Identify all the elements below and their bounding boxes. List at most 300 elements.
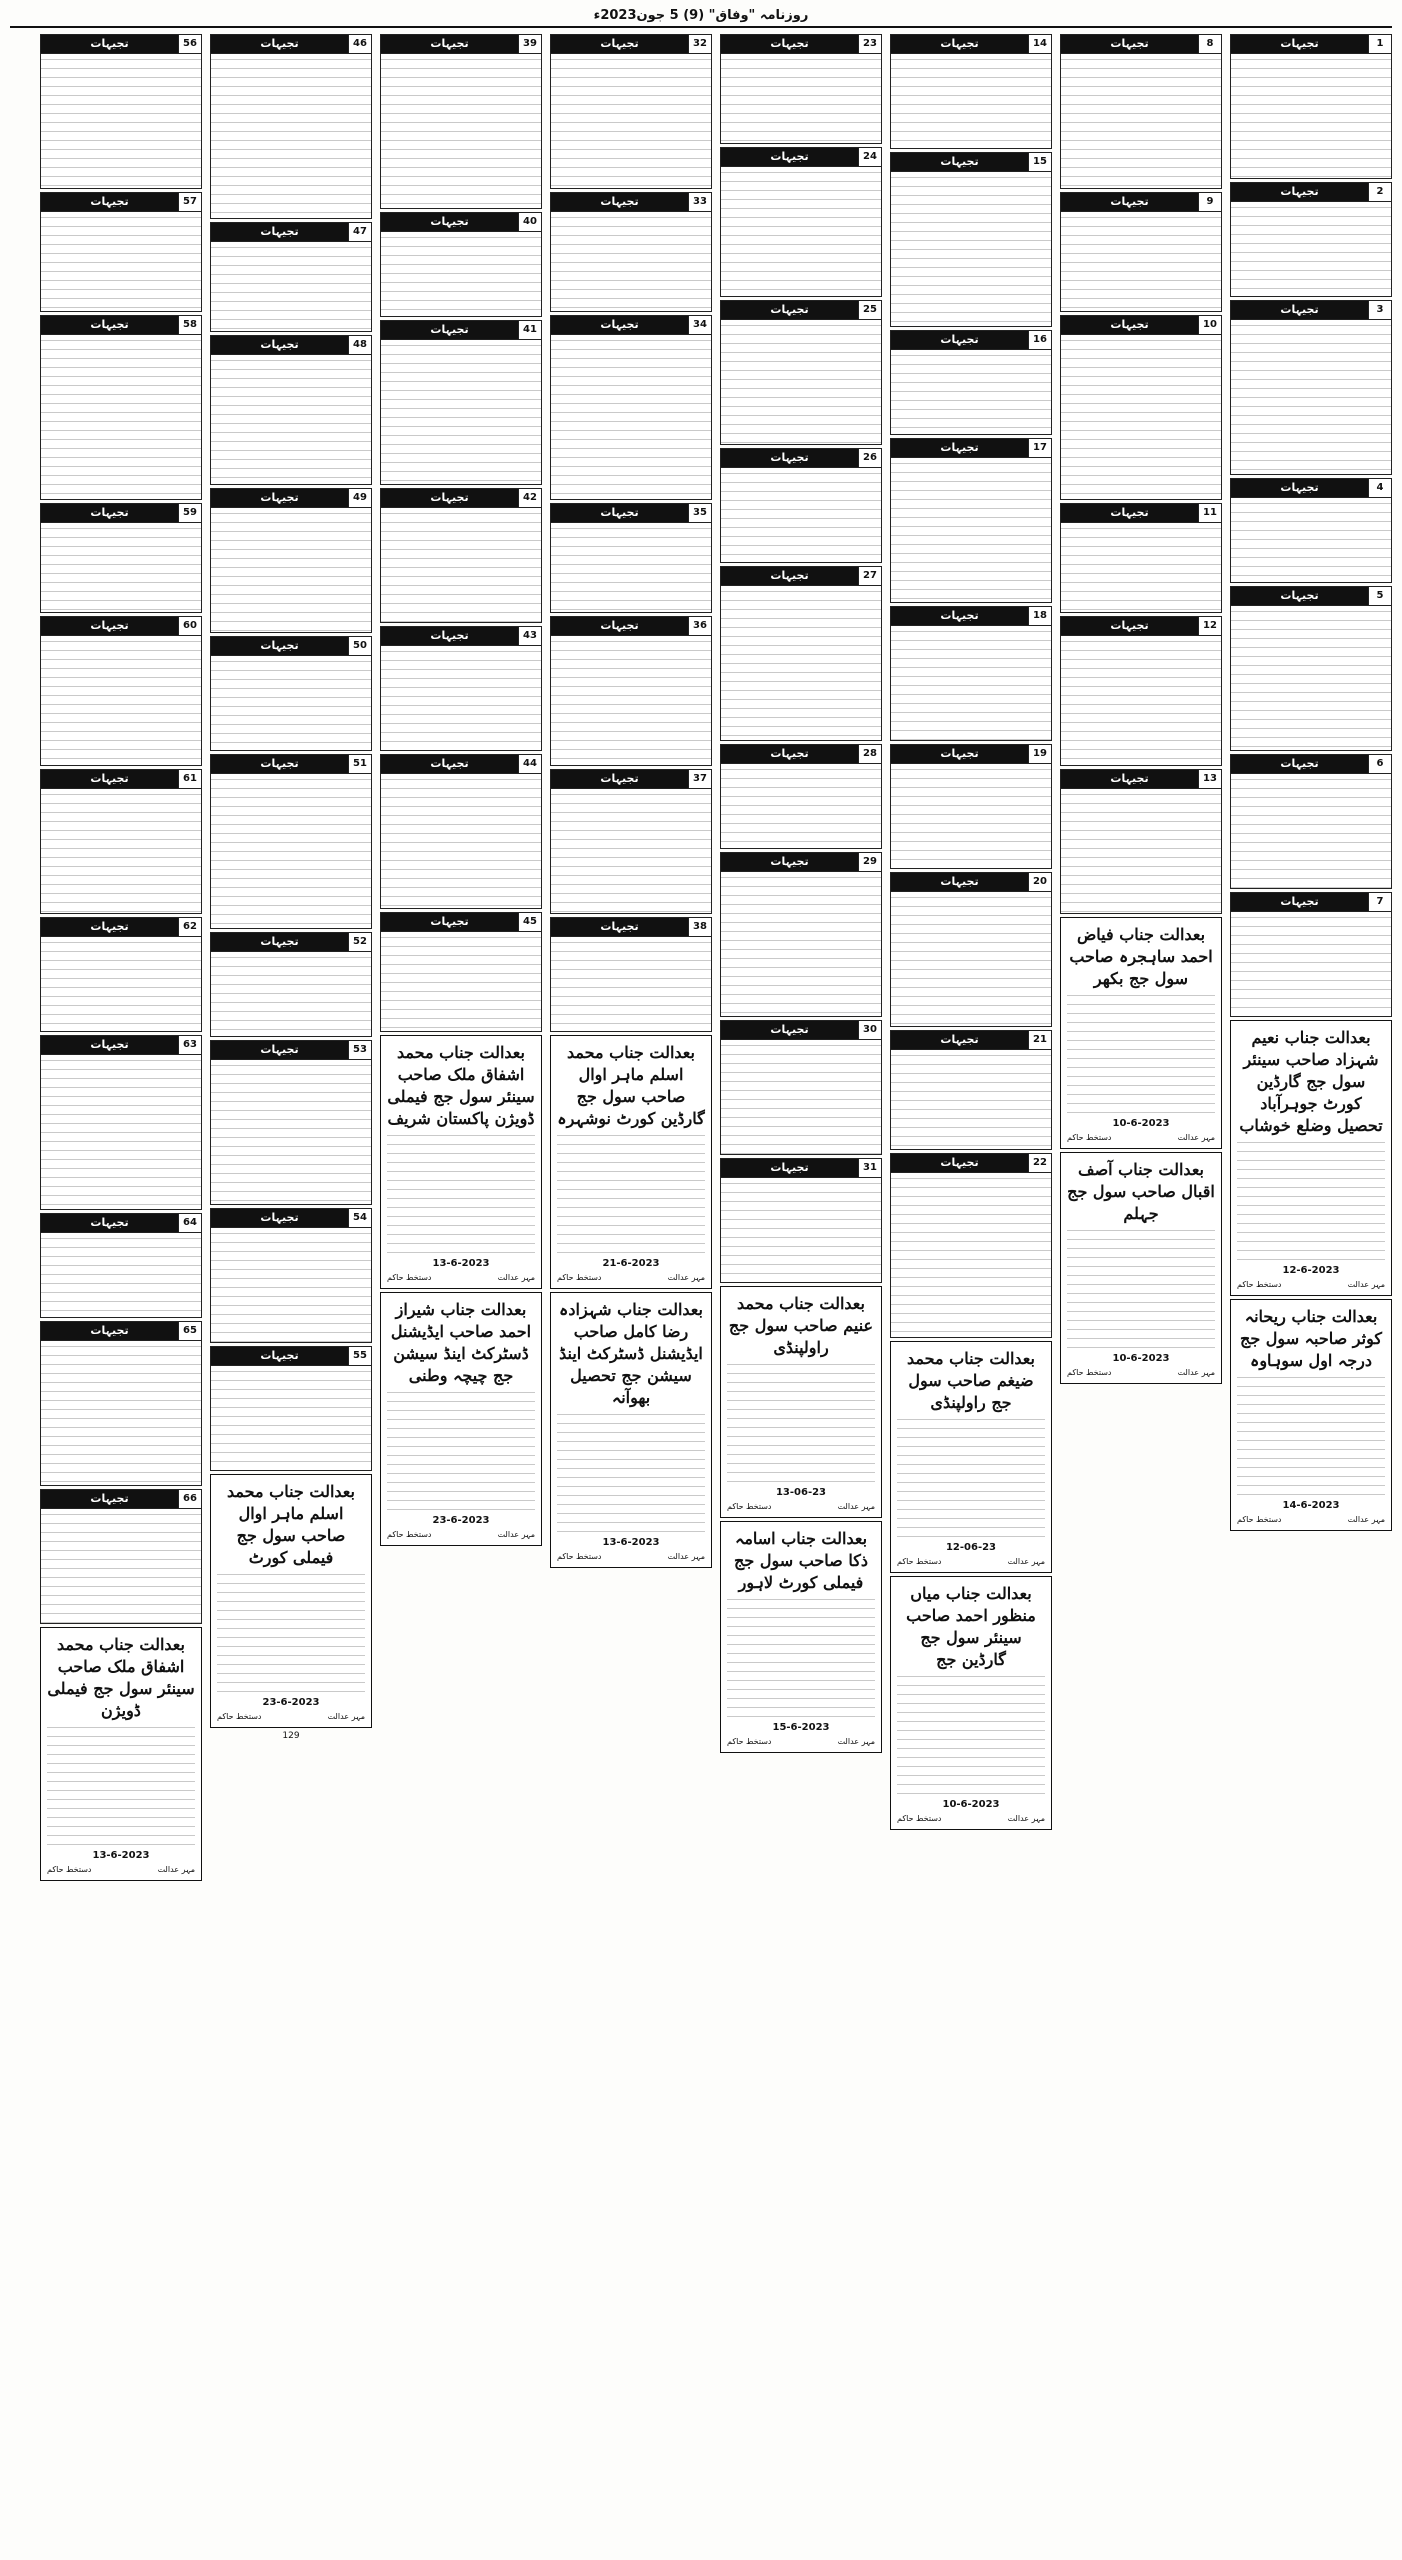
ad-block xyxy=(40,769,202,914)
court-title: بعدالت جناب شیراز احمد صاحب ایڈیشنل ڈسٹرکٹ اینڈ سیشن جج چیچہ وطنی xyxy=(390,1300,532,1385)
ad-block xyxy=(380,320,542,485)
court-notice xyxy=(210,1474,372,1728)
court-title: بعدالت جناب محمد اسلم ماہر اوال صاحب سول جج فیملی کورٹ xyxy=(227,1482,355,1567)
court-text xyxy=(47,1722,195,1846)
ad-number: 35 xyxy=(688,504,711,522)
ad-block xyxy=(550,192,712,312)
ad-block xyxy=(890,1030,1052,1150)
ad-text xyxy=(1231,774,1391,888)
ad-block xyxy=(720,566,882,741)
court-signature: مہر عدالت دستخط حاکم xyxy=(897,1814,1045,1823)
ad-text xyxy=(1231,54,1391,178)
court-signature: مہر عدالت دستخط حاکم xyxy=(557,1552,705,1561)
ad-text xyxy=(891,172,1051,326)
ad-title: تجیہات xyxy=(891,1031,1028,1049)
ad-text xyxy=(41,54,201,188)
ad-number: 54 xyxy=(348,1209,371,1227)
ad-text xyxy=(721,468,881,562)
ad-block xyxy=(720,34,882,144)
ad-text xyxy=(1231,320,1391,474)
ad-block xyxy=(1060,315,1222,500)
ad-block xyxy=(210,932,372,1037)
ad-block xyxy=(380,34,542,209)
ad-text xyxy=(211,774,371,928)
ad-block xyxy=(890,872,1052,1027)
ad-block xyxy=(380,754,542,909)
ad-title: تجیہات xyxy=(1061,35,1198,53)
ad-number: 29 xyxy=(858,853,881,871)
court-signature: مہر عدالت دستخط حاکم xyxy=(387,1530,535,1539)
ad-block xyxy=(720,448,882,563)
column-8 xyxy=(40,34,202,2544)
ad-text xyxy=(721,167,881,296)
ad-text xyxy=(381,646,541,750)
ad-block xyxy=(890,606,1052,741)
ad-number: 11 xyxy=(1198,504,1221,522)
ad-title: تجیہات xyxy=(381,489,518,507)
ad-title: تجیہات xyxy=(211,1209,348,1227)
ad-block xyxy=(210,1208,372,1343)
ad-number: 25 xyxy=(858,301,881,319)
court-text xyxy=(557,1130,705,1254)
ad-title: تجیہات xyxy=(381,213,518,231)
ad-number: 12 xyxy=(1198,617,1221,635)
ad-block xyxy=(720,744,882,849)
court-title: بعدالت جناب فیاض احمد ساہجرہ صاحب سول جج بکھر xyxy=(1069,925,1213,988)
ad-number: 22 xyxy=(1028,1154,1051,1172)
ad-block xyxy=(890,1153,1052,1338)
ad-text xyxy=(381,508,541,622)
ad-text xyxy=(211,952,371,1036)
ad-text xyxy=(1061,212,1221,311)
ad-block xyxy=(380,626,542,751)
court-text xyxy=(897,1671,1045,1795)
ad-block xyxy=(720,147,882,297)
ad-text xyxy=(721,1178,881,1282)
ad-title: تجیہات xyxy=(41,770,178,788)
ad-title: تجیہات xyxy=(721,1021,858,1039)
court-text xyxy=(1067,990,1215,1114)
column-1 xyxy=(1230,34,1392,2544)
ad-text xyxy=(381,54,541,208)
ad-number: 13 xyxy=(1198,770,1221,788)
ad-block xyxy=(1230,892,1392,1017)
ad-text xyxy=(381,340,541,484)
ad-title: تجیہات xyxy=(1231,587,1368,605)
ad-text xyxy=(211,656,371,750)
ad-title: تجیہات xyxy=(211,35,348,53)
ad-number: 56 xyxy=(178,35,201,53)
page-header: روزنامہ "وفاق" (9) 5 جون2023ء xyxy=(10,8,1392,28)
ad-block xyxy=(1060,503,1222,613)
court-notice xyxy=(890,1576,1052,1830)
ad-block xyxy=(40,1321,202,1486)
court-title: بعدالت جناب شہزادہ رضا کامل صاحب ایڈیشنل ڈسٹرکٹ اینڈ سیشن جج تحصیل بھوآنہ xyxy=(559,1300,703,1407)
ad-number: 63 xyxy=(178,1036,201,1054)
ad-title: تجیہات xyxy=(41,1036,178,1054)
court-notice xyxy=(1230,1020,1392,1296)
column-4 xyxy=(720,34,882,2544)
ad-number: 7 xyxy=(1368,893,1391,911)
ad-block xyxy=(210,636,372,751)
ad-title: تجیہات xyxy=(721,301,858,319)
ad-text xyxy=(1231,606,1391,750)
ad-title: تجیہات xyxy=(551,617,688,635)
ad-block xyxy=(40,1213,202,1318)
ad-title: تجیہات xyxy=(41,1490,178,1508)
court-title: بعدالت جناب محمد اشفاق ملک صاحب سینئر سول جج فیملی ڈویژن پاکستان شریف xyxy=(387,1043,535,1128)
court-notice xyxy=(40,1627,202,1881)
court-title: بعدالت جناب محمد ضیغم صاحب سول جج راولپنڈی xyxy=(907,1349,1035,1412)
ad-title: تجیہات xyxy=(41,1214,178,1232)
ad-text xyxy=(1061,789,1221,913)
court-title: بعدالت جناب آصف اقبال صاحب سول جج جہلم xyxy=(1067,1160,1215,1223)
ad-text xyxy=(891,892,1051,1026)
ad-text xyxy=(1231,912,1391,1016)
ad-title: تجیہات xyxy=(41,918,178,936)
ad-number: 50 xyxy=(348,637,371,655)
court-notice xyxy=(1230,1299,1392,1531)
ad-number: 49 xyxy=(348,489,371,507)
court-text xyxy=(1067,1225,1215,1349)
court-signature: مہر عدالت دستخط حاکم xyxy=(1067,1368,1215,1377)
court-text xyxy=(1237,1372,1385,1496)
court-title: بعدالت جناب میاں منظور احمد صاحب سینئر سول جج گارڈین جج xyxy=(906,1584,1036,1669)
ad-title: تجیہات xyxy=(211,933,348,951)
ad-title: تجیہات xyxy=(721,148,858,166)
ad-block xyxy=(550,34,712,189)
court-date: 10-6-2023 xyxy=(1112,1118,1170,1129)
ad-block xyxy=(890,438,1052,603)
ad-block xyxy=(210,1040,372,1205)
ad-text xyxy=(211,1060,371,1204)
ad-block xyxy=(40,34,202,189)
ad-number: 46 xyxy=(348,35,371,53)
ad-text xyxy=(1231,202,1391,296)
court-signature: مہر عدالت دستخط حاکم xyxy=(217,1712,365,1721)
ad-block xyxy=(40,503,202,613)
ad-number: 33 xyxy=(688,193,711,211)
ad-text xyxy=(551,523,711,612)
ad-number: 20 xyxy=(1028,873,1051,891)
court-notice xyxy=(1060,1152,1222,1384)
court-notice xyxy=(720,1286,882,1518)
ad-title: تجیہات xyxy=(1061,316,1198,334)
ad-number: 45 xyxy=(518,913,541,931)
ad-block xyxy=(40,192,202,312)
ad-text xyxy=(891,626,1051,740)
ad-title: تجیہات xyxy=(551,193,688,211)
column-6 xyxy=(380,34,542,2544)
ad-title: تجیہات xyxy=(551,316,688,334)
ad-block xyxy=(210,34,372,219)
court-text xyxy=(387,1130,535,1254)
ad-text xyxy=(211,242,371,331)
ad-number: 66 xyxy=(178,1490,201,1508)
ad-number: 18 xyxy=(1028,607,1051,625)
ad-number: 37 xyxy=(688,770,711,788)
ad-number: 60 xyxy=(178,617,201,635)
ad-block xyxy=(550,616,712,766)
ad-title: تجیہات xyxy=(721,35,858,53)
court-signature: مہر عدالت دستخط حاکم xyxy=(557,1273,705,1282)
ad-number: 27 xyxy=(858,567,881,585)
ad-block xyxy=(1230,34,1392,179)
court-date: 13-6-2023 xyxy=(432,1258,490,1269)
ad-text xyxy=(891,1050,1051,1149)
ad-block xyxy=(1230,754,1392,889)
ad-text xyxy=(1061,636,1221,765)
ads-grid xyxy=(10,34,1392,2544)
ad-text xyxy=(721,586,881,740)
ad-text xyxy=(1231,498,1391,582)
ad-title: تجیہات xyxy=(1231,893,1368,911)
ad-number: 17 xyxy=(1028,439,1051,457)
ad-title: تجیہات xyxy=(381,913,518,931)
ad-title: تجیہات xyxy=(1231,301,1368,319)
ad-title: تجیہات xyxy=(891,745,1028,763)
ad-number: 21 xyxy=(1028,1031,1051,1049)
ad-title: تجیہات xyxy=(1231,479,1368,497)
court-title: بعدالت جناب اسامہ ذکا صاحب سول جج فیملی کورٹ لاہور xyxy=(734,1529,868,1592)
ad-text xyxy=(1061,523,1221,612)
ad-title: تجیہات xyxy=(551,35,688,53)
ad-number: 5 xyxy=(1368,587,1391,605)
court-title: بعدالت جناب محمد اشفاق ملک صاحب سینئر سول جج فیملی ڈویژن xyxy=(47,1635,195,1720)
ad-text xyxy=(211,1228,371,1342)
ad-text xyxy=(891,350,1051,434)
ad-text xyxy=(41,1509,201,1623)
ad-number: 16 xyxy=(1028,331,1051,349)
court-date: 23-6-2023 xyxy=(262,1697,320,1708)
ad-block xyxy=(40,917,202,1032)
ad-title: تجیہات xyxy=(41,1322,178,1340)
ad-number: 26 xyxy=(858,449,881,467)
ad-number: 41 xyxy=(518,321,541,339)
ad-number: 40 xyxy=(518,213,541,231)
ad-block xyxy=(890,330,1052,435)
ad-block xyxy=(1230,586,1392,751)
ad-block xyxy=(550,315,712,500)
court-date: 13-6-2023 xyxy=(92,1850,150,1861)
court-title: بعدالت جناب محمد اسلم ماہر اوال صاحب سول جج گارڈین کورٹ نوشہرہ xyxy=(557,1043,705,1128)
column-5 xyxy=(550,34,712,2544)
ad-block xyxy=(720,300,882,445)
ad-block xyxy=(550,769,712,914)
ad-text xyxy=(551,212,711,311)
ad-number: 51 xyxy=(348,755,371,773)
ad-text xyxy=(41,937,201,1031)
ad-number: 38 xyxy=(688,918,711,936)
ad-title: تجیہات xyxy=(1061,504,1198,522)
ad-block xyxy=(1060,192,1222,312)
ad-number: 58 xyxy=(178,316,201,334)
ad-title: تجیہات xyxy=(1231,35,1368,53)
court-signature: مہر عدالت دستخط حاکم xyxy=(1237,1515,1385,1524)
ad-text xyxy=(721,54,881,143)
ad-block xyxy=(720,1020,882,1155)
court-notice xyxy=(1060,917,1222,1149)
court-date: 12-6-2023 xyxy=(1282,1265,1340,1276)
court-notice xyxy=(720,1521,882,1753)
ad-block xyxy=(40,616,202,766)
ad-text xyxy=(41,335,201,499)
court-date: 12-06-23 xyxy=(945,1542,997,1553)
ad-text xyxy=(41,1341,201,1485)
ad-text xyxy=(41,1233,201,1317)
ad-title: تجیہات xyxy=(211,489,348,507)
ad-number: 47 xyxy=(348,223,371,241)
ad-text xyxy=(41,523,201,612)
court-signature: مہر عدالت دستخط حاکم xyxy=(1237,1280,1385,1289)
ad-title: تجیہات xyxy=(551,770,688,788)
ad-title: تجیہات xyxy=(41,193,178,211)
ad-number: 10 xyxy=(1198,316,1221,334)
ad-title: تجیہات xyxy=(551,918,688,936)
ad-title: تجیہات xyxy=(381,35,518,53)
ad-number: 65 xyxy=(178,1322,201,1340)
ad-block xyxy=(210,754,372,929)
ad-title: تجیہات xyxy=(891,607,1028,625)
court-signature: مہر عدالت دستخط حاکم xyxy=(47,1865,195,1874)
ad-number: 42 xyxy=(518,489,541,507)
ad-text xyxy=(721,320,881,444)
ad-block xyxy=(1060,616,1222,766)
ad-block xyxy=(1060,34,1222,189)
ad-text xyxy=(381,932,541,1031)
ad-block xyxy=(380,212,542,317)
court-date: 14-6-2023 xyxy=(1282,1500,1340,1511)
ad-title: تجیہات xyxy=(891,439,1028,457)
page-reference: 129 xyxy=(282,1731,300,1741)
ad-block xyxy=(380,488,542,623)
ad-text xyxy=(211,355,371,484)
ad-number: 62 xyxy=(178,918,201,936)
ad-title: تجیہات xyxy=(41,617,178,635)
ad-title: تجیہات xyxy=(211,755,348,773)
ad-number: 28 xyxy=(858,745,881,763)
court-signature: مہر عدالت دستخط حاکم xyxy=(387,1273,535,1282)
ad-block xyxy=(40,315,202,500)
court-date: 13-6-2023 xyxy=(602,1537,660,1548)
ad-number: 2 xyxy=(1368,183,1391,201)
ad-number: 64 xyxy=(178,1214,201,1232)
ad-text xyxy=(41,636,201,765)
ad-number: 9 xyxy=(1198,193,1221,211)
court-text xyxy=(1237,1137,1385,1261)
court-notice xyxy=(890,1341,1052,1573)
ad-title: تجیہات xyxy=(211,1041,348,1059)
ad-number: 53 xyxy=(348,1041,371,1059)
court-signature: مہر عدالت دستخط حاکم xyxy=(1067,1133,1215,1142)
ad-text xyxy=(1061,54,1221,188)
column-2 xyxy=(1060,34,1222,2544)
ad-number: 15 xyxy=(1028,153,1051,171)
ad-block xyxy=(720,852,882,1017)
ad-text xyxy=(721,872,881,1016)
ad-number: 23 xyxy=(858,35,881,53)
court-date: 15-6-2023 xyxy=(772,1722,830,1733)
ad-text xyxy=(211,54,371,218)
court-notice xyxy=(380,1035,542,1289)
ad-block xyxy=(1230,182,1392,297)
ad-text xyxy=(721,764,881,848)
ad-block xyxy=(890,34,1052,149)
ad-number: 6 xyxy=(1368,755,1391,773)
ad-title: تجیہات xyxy=(41,504,178,522)
ad-block xyxy=(550,503,712,613)
court-date: 10-6-2023 xyxy=(1112,1353,1170,1364)
ad-title: تجیہات xyxy=(891,153,1028,171)
court-title: بعدالت جناب محمد عنیم صاحب سول جج راولپنڈی xyxy=(728,1294,874,1357)
ad-title: تجیہات xyxy=(1231,755,1368,773)
ad-number: 14 xyxy=(1028,35,1051,53)
ad-text xyxy=(551,54,711,188)
ad-number: 30 xyxy=(858,1021,881,1039)
ad-block xyxy=(210,1346,372,1471)
ad-title: تجیہات xyxy=(381,755,518,773)
ad-number: 8 xyxy=(1198,35,1221,53)
ad-title: تجیہات xyxy=(1061,193,1198,211)
ad-title: تجیہات xyxy=(211,223,348,241)
ad-number: 43 xyxy=(518,627,541,645)
ad-number: 48 xyxy=(348,336,371,354)
court-date: 10-6-2023 xyxy=(942,1799,1000,1810)
court-date: 23-6-2023 xyxy=(432,1515,490,1526)
ad-text xyxy=(381,232,541,316)
ad-number: 19 xyxy=(1028,745,1051,763)
court-notice xyxy=(550,1035,712,1289)
ad-block xyxy=(1230,478,1392,583)
court-signature: مہر عدالت دستخط حاکم xyxy=(897,1557,1045,1566)
ad-title: تجیہات xyxy=(891,35,1028,53)
ad-title: تجیہات xyxy=(891,873,1028,891)
ad-text xyxy=(551,789,711,913)
ad-title: تجیہات xyxy=(211,637,348,655)
ad-text xyxy=(551,335,711,499)
ad-title: تجیہات xyxy=(721,449,858,467)
ad-block xyxy=(1230,300,1392,475)
court-text xyxy=(897,1414,1045,1538)
ad-block xyxy=(890,152,1052,327)
ad-number: 4 xyxy=(1368,479,1391,497)
ad-title: تجیہات xyxy=(211,1347,348,1365)
ad-block xyxy=(550,917,712,1032)
court-date: 13-06-23 xyxy=(775,1487,827,1498)
ad-number: 55 xyxy=(348,1347,371,1365)
ad-number: 31 xyxy=(858,1159,881,1177)
ad-number: 36 xyxy=(688,617,711,635)
ad-title: تجیہات xyxy=(41,316,178,334)
court-notice xyxy=(550,1292,712,1568)
ad-text xyxy=(891,54,1051,148)
ad-title: تجیہات xyxy=(1061,617,1198,635)
ad-text xyxy=(41,1055,201,1209)
court-text xyxy=(557,1409,705,1533)
court-title: بعدالت جناب نعیم شہزاد صاحب سینئر سول جج گارڈین کورٹ جوہرآباد تحصیل وضلع خوشاب xyxy=(1239,1028,1383,1135)
ad-title: تجیہات xyxy=(551,504,688,522)
ad-text xyxy=(41,212,201,311)
ad-title: تجیہات xyxy=(891,331,1028,349)
ad-number: 24 xyxy=(858,148,881,166)
court-signature: مہر عدالت دستخط حاکم xyxy=(727,1502,875,1511)
ad-title: تجیہات xyxy=(721,567,858,585)
court-title: بعدالت جناب ریحانہ کوثر صاحبہ سول جج درجہ اول سوہاوہ xyxy=(1240,1307,1382,1370)
ad-text xyxy=(41,789,201,913)
ad-text xyxy=(381,774,541,908)
ad-number: 32 xyxy=(688,35,711,53)
ad-title: تجیہات xyxy=(721,1159,858,1177)
